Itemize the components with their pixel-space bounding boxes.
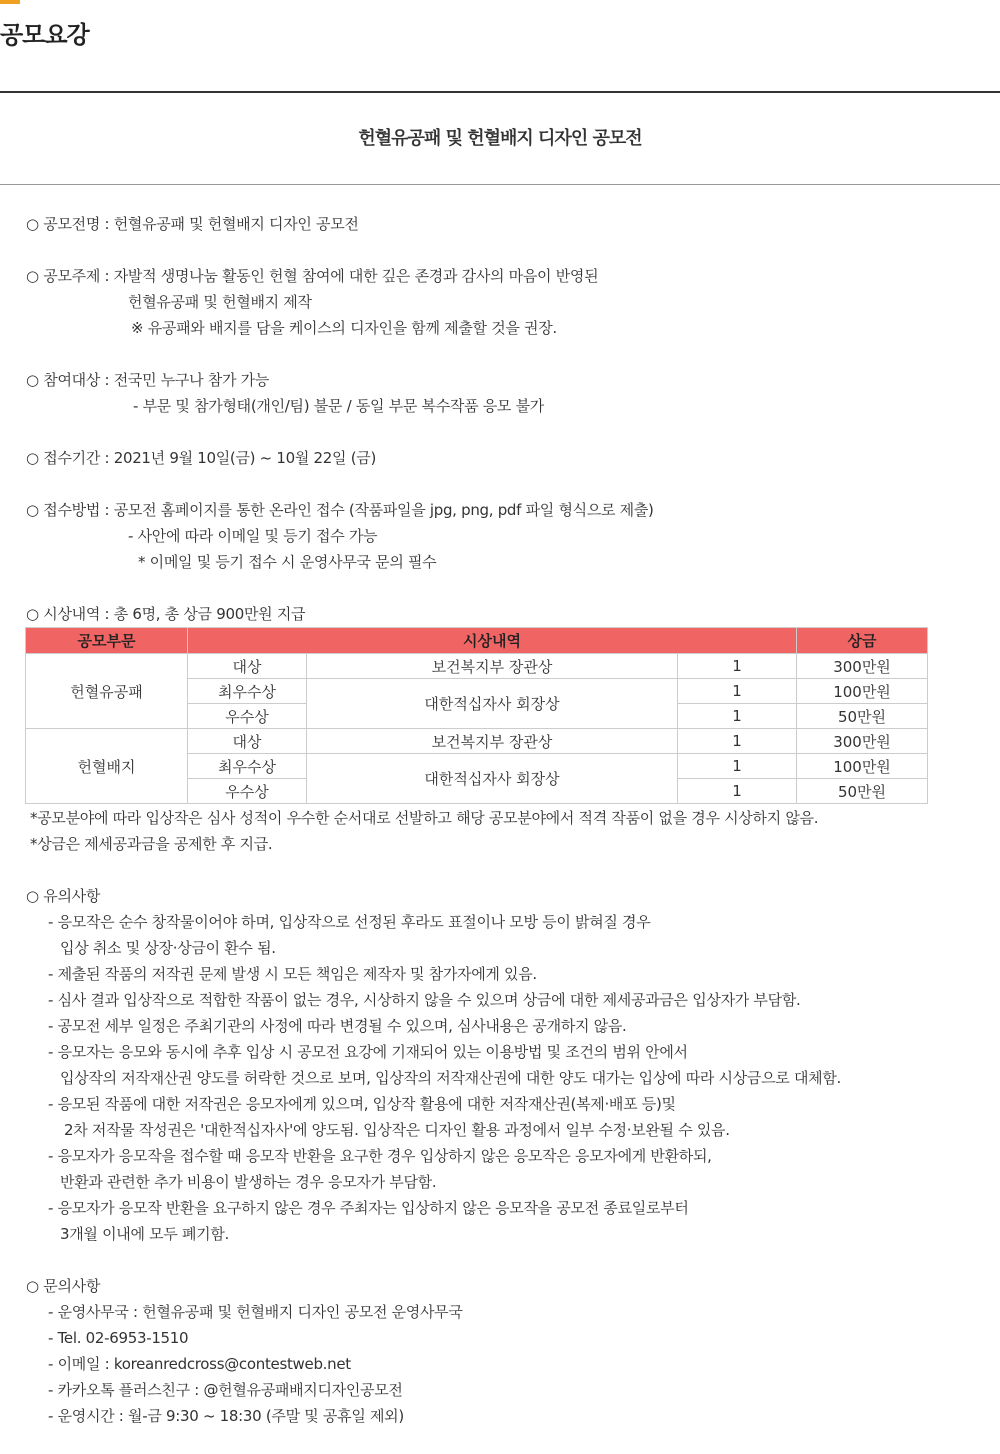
award-cell: 보건복지부 장관상	[307, 729, 678, 754]
count-cell: 1	[678, 779, 797, 804]
contact-heading: ○ 문의사항	[26, 1277, 101, 1295]
prize-cell: 300만원	[797, 729, 928, 754]
title-divider	[0, 184, 1000, 185]
notes-item: 3개월 이내에 모두 폐기함.	[60, 1225, 230, 1243]
table-header-row	[26, 628, 928, 654]
contest-name-line: ○ 공모전명 : 헌혈유공패 및 헌혈배지 디자인 공모전	[26, 215, 359, 233]
contact-phone: - Tel. 02-6953-1510	[48, 1329, 189, 1347]
category-cell: 헌혈유공패	[26, 654, 188, 729]
awards-heading: ○ 시상내역 : 총 6명, 총 상금 900만원 지급	[26, 605, 306, 623]
contest-topic-line: 헌혈유공패 및 헌혈배지 제작	[128, 293, 312, 311]
prize-cell: 50만원	[797, 704, 928, 729]
count-cell: 1	[678, 729, 797, 754]
target-line: - 부문 및 참가형태(개인/팀) 불문 / 동일 부문 복수작품 응모 불가	[133, 397, 544, 415]
notes-item: - 공모전 세부 일정은 주최기관의 사정에 따라 변경될 수 있으며, 심사내용은 공개하지 않음.	[48, 1017, 627, 1035]
table-row	[26, 654, 928, 679]
rank-cell: 최우수상	[188, 754, 307, 779]
accent-bar	[0, 0, 20, 4]
awards-note: *공모분야에 따라 입상작은 심사 성적이 우수한 순서대로 선발하고 해당 공모분야에서 적격 작품이 없을 경우 시상하지 않음.	[30, 809, 819, 827]
count-cell: 1	[678, 654, 797, 679]
count-cell: 1	[678, 679, 797, 704]
notes-item: - 응모자가 응모작을 접수할 때 응모작 반환을 요구한 경우 입상하지 않은 응모작은 응모자에게 반환하되,	[48, 1147, 712, 1165]
award-cell: 대한적십자사 회장상	[307, 679, 678, 729]
notes-heading: ○ 유의사항	[26, 887, 101, 905]
header-award: 시상내역	[188, 628, 797, 654]
rank-cell: 대상	[188, 729, 307, 754]
count-cell: 1	[678, 754, 797, 779]
period-line: ○ 접수기간 : 2021년 9월 10일(금) ~ 10월 22일 (금)	[26, 449, 377, 467]
contest-topic-note: ※ 유공패와 배지를 담을 케이스의 디자인을 함께 제출할 것을 권장.	[131, 319, 557, 337]
heading-divider	[0, 91, 1000, 93]
target-line: ○ 참여대상 : 전국민 누구나 참가 가능	[26, 371, 270, 389]
rank-cell: 대상	[188, 654, 307, 679]
method-note: * 이메일 및 등기 접수 시 운영사무국 문의 필수	[138, 553, 437, 571]
award-cell: 대한적십자사 회장상	[307, 754, 678, 804]
contact-email: - 이메일 : koreanredcross@contestweb.net	[48, 1355, 351, 1373]
awards-note: *상금은 제세공과금을 공제한 후 지급.	[30, 835, 273, 853]
rank-cell: 최우수상	[188, 679, 307, 704]
header-prize: 상금	[797, 628, 928, 654]
notes-item: 반환과 관련한 추가 비용이 발생하는 경우 응모자가 부담함.	[60, 1173, 437, 1191]
prize-cell: 50만원	[797, 779, 928, 804]
contest-title: 헌혈유공패 및 헌혈배지 디자인 공모전	[358, 128, 642, 149]
notes-item: - 제출된 작품의 저작권 문제 발생 시 모든 책임은 제작자 및 참가자에게 있음.	[48, 965, 537, 983]
rank-cell: 우수상	[188, 779, 307, 804]
awards-table	[25, 627, 928, 804]
notes-item: - 응모자가 응모작 반환을 요구하지 않은 경우 주최자는 입상하지 않은 응모작을 공모전 종료일로부터	[48, 1199, 689, 1217]
prize-cell: 100만원	[797, 754, 928, 779]
contact-kakao: - 카카오톡 플러스친구 : @헌혈유공패배지디자인공모전	[48, 1381, 403, 1399]
category-cell: 헌혈배지	[26, 729, 188, 804]
rank-cell: 우수상	[188, 704, 307, 729]
notes-item: - 응모작은 순수 창작물이어야 하며, 입상작으로 선정된 후라도 표절이나 모방 등이 밝혀질 경우	[48, 913, 651, 931]
prize-cell: 300만원	[797, 654, 928, 679]
table-row	[26, 729, 928, 754]
contest-topic-line: ○ 공모주제 : 자발적 생명나눔 활동인 헌혈 참여에 대한 깊은 존경과 감사의 마음이 반영된	[26, 267, 599, 285]
notes-item: 2차 저작물 작성권은 '대한적십자사'에 양도됨. 입상작은 디자인 활용 과정에서 일부 수정·보완될 수 있음.	[64, 1121, 730, 1139]
contact-hours: - 운영시간 : 월-금 9:30 ~ 18:30 (주말 및 공휴일 제외)	[48, 1407, 404, 1425]
count-cell: 1	[678, 704, 797, 729]
header-category: 공모부문	[26, 628, 188, 654]
method-line: ○ 접수방법 : 공모전 홈페이지를 통한 온라인 접수 (작품파일을 jpg, png, pdf 파일 형식으로 제출)	[26, 501, 654, 519]
page-heading: 공모요강	[0, 21, 89, 49]
contact-office: - 운영사무국 : 헌혈유공패 및 헌혈배지 디자인 공모전 운영사무국	[48, 1303, 463, 1321]
notes-item: 입상작의 저작재산권 양도를 허락한 것으로 보며, 입상작의 저작재산권에 대한 양도 대가는 입상에 따라 시상금으로 대체함.	[60, 1069, 841, 1087]
prize-cell: 100만원	[797, 679, 928, 704]
notes-item: - 심사 결과 입상작으로 적합한 작품이 없는 경우, 시상하지 않을 수 있으며 상금에 대한 제세공과금은 입상자가 부담함.	[48, 991, 801, 1009]
notes-item: - 응모자는 응모와 동시에 추후 입상 시 공모전 요강에 기재되어 있는 이용방법 및 조건의 범위 안에서	[48, 1043, 688, 1061]
method-line: - 사안에 따라 이메일 및 등기 접수 가능	[128, 527, 378, 545]
award-cell: 보건복지부 장관상	[307, 654, 678, 679]
notes-item: - 응모된 작품에 대한 저작권은 응모자에게 있으며, 입상작 활용에 대한 저작재산권(복제·배포 등)및	[48, 1095, 676, 1113]
notes-item: 입상 취소 및 상장·상금이 환수 됨.	[60, 939, 276, 957]
